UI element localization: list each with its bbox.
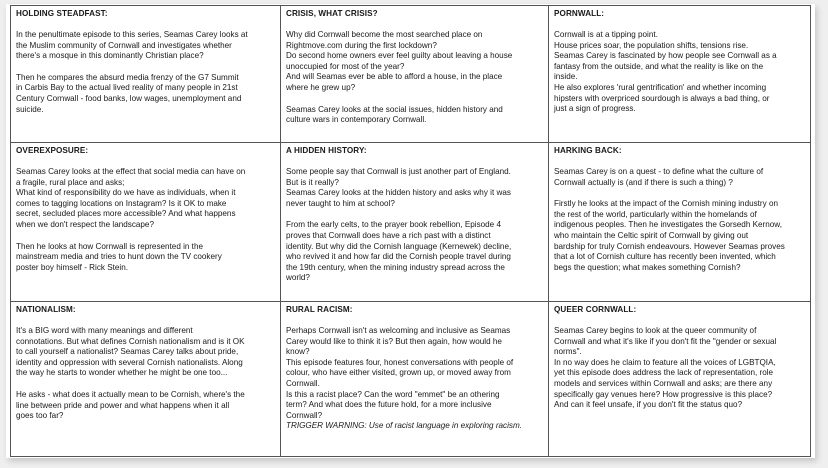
episode-title: HARKING BACK: <box>554 146 622 155</box>
text-line: where he grew up? <box>286 82 356 92</box>
episode-cell-pornwall <box>549 6 811 143</box>
episode-title: CRISIS, WHAT CRISIS? <box>286 9 378 18</box>
text-line: that a lot of Cornish culture has recently been invented, which <box>554 252 776 262</box>
text-line: And can it feel unsafe, if you don't fit the status quo? <box>554 400 743 410</box>
text-line: world? <box>286 273 310 283</box>
episode-paragraph <box>286 220 544 284</box>
text-line: Then he looks at how Cornwall is represented in the <box>16 241 203 251</box>
text-line: connotations. But what defines Cornish nationalism and is it OK <box>16 336 245 346</box>
text-line: identity. But why did the Cornish language (Kernewek) decline, <box>286 241 512 251</box>
text-line: poster boy himself - Rick Stein. <box>16 262 128 272</box>
text-line: Cornwall? <box>286 410 323 420</box>
text-line: never taught to him at school? <box>286 198 395 208</box>
episode-paragraph <box>554 199 806 273</box>
episode-paragraph <box>554 167 806 188</box>
text-line: secret, secluded places more accessible? And what happens <box>16 209 236 219</box>
text-line: In the penultimate episode to this series, Seamas Carey looks at <box>16 30 248 39</box>
text-line: line between pride and power and what happens when it all <box>16 400 230 410</box>
text-line: Seamas Carey begins to look at the queer community of <box>554 326 757 335</box>
text-line: Is this a racist place? Can the word "emmet" be an othering <box>286 389 500 399</box>
text-line: Carey would like to think it is? But then again, how would he <box>286 336 502 346</box>
text-line: proves that Cornwall does have a rich past with a distinct <box>286 230 491 240</box>
episode-cell-a-hidden-history <box>281 143 549 302</box>
text-line: Cornwall is at a tipping point. <box>554 30 658 39</box>
text-line: unoccupied for most of the year? <box>286 61 405 71</box>
episode-cell-overexposure <box>11 143 281 302</box>
text-line: Some people say that Cornwall is just another part of England. <box>286 167 511 176</box>
text-line: Then he compares the absurd media frenzy of the G7 Summit <box>16 72 239 82</box>
text-line: fantasy from the outside, and what the reality is like on the <box>554 61 764 71</box>
text-line: Why did Cornwall become the most searched place on <box>286 30 483 39</box>
text-line: identity and oppression with several Cornish nationalists. Along <box>16 357 243 367</box>
episode-paragraph <box>286 30 544 94</box>
episode-paragraph <box>286 105 544 126</box>
text-line: And will Seamas ever be able to afford a house, in the place <box>286 72 503 82</box>
text-line: hipsters with overpriced sourdough is always a bad thing, or <box>554 93 770 103</box>
text-line: in Carbis Bay to the actual lived reality of many people in 21st <box>16 83 238 93</box>
text-line: Seamas Carey looks at the social issues, hidden history and <box>286 104 503 114</box>
text-line: indigenous peoples. Then he investigates the Gorsedh Kernow, <box>554 220 782 230</box>
text-line: know? <box>286 347 310 357</box>
episode-paragraph <box>16 390 276 422</box>
text-line: Cornwall actually is (and if there is such a thing) ? <box>554 177 733 187</box>
text-line: Seamas Carey is fascinated by how people see Cornwall as a <box>554 51 777 61</box>
text-line: the Muslim community of Cornwall and investigates whether <box>16 40 232 50</box>
text-line: Perhaps Cornwall isn't as welcoming and inclusive as Seamas <box>286 326 511 335</box>
text-line: Seamas Carey looks at the hidden history and asks why it was <box>286 188 511 198</box>
episode-title: RURAL RACISM: <box>286 305 353 314</box>
text-line: But is it really? <box>286 177 339 187</box>
episode-paragraph <box>286 167 544 209</box>
episode-cell-nationalism <box>11 302 281 457</box>
episode-cell-rural-racism <box>281 302 549 457</box>
text-line: bardship for truly Cornish endeavours. However Seamas proves <box>554 241 785 251</box>
episode-title: PORNWALL: <box>554 9 605 18</box>
text-line: yet this episode does address the lack of representation, role <box>554 368 774 378</box>
text-line: just a sign of progress. <box>554 104 636 114</box>
text-line: inside. <box>554 72 578 82</box>
text-line: colour, who have either visited, grown up, or moved away from <box>286 368 511 378</box>
episode-title: HOLDING STEADFAST: <box>16 9 108 18</box>
text-line: mainstream media and tries to hunt down the TV cookery <box>16 252 222 262</box>
episode-paragraph <box>16 326 276 379</box>
text-line: It's a BIG word with many meanings and different <box>16 326 193 335</box>
text-line: Firstly he looks at the impact of the Cornish mining industry on <box>554 199 778 209</box>
text-line: House prices soar, the population shifts, tensions rise. <box>554 40 749 50</box>
episode-paragraph <box>554 326 806 411</box>
text-line: comes to tagging locations on Instagram? Is it OK to make <box>16 198 227 208</box>
episode-paragraph <box>16 73 276 115</box>
episode-cell-harking-back <box>549 143 811 302</box>
text-line: the rest of the world, particularly within the homelands of <box>554 209 757 219</box>
text-line: Cornwall and what it's like if you don't fit the "gender or sexual <box>554 336 777 346</box>
text-line: In no way does he claim to feature all the voices of LGBTQIA, <box>554 357 776 367</box>
text-line: term? And what does the future hold, for a more inclusive <box>286 400 492 410</box>
text-line: He asks - what does it actually mean to be Cornish, where's the <box>16 389 245 399</box>
text-line: This episode features four, honest conversations with people of <box>286 357 514 367</box>
text-line: culture wars in contemporary Cornwall. <box>286 115 427 125</box>
episode-paragraph <box>16 167 276 231</box>
text-line: Seamas Carey looks at the effect that social media can have on <box>16 167 246 176</box>
text-line: Cornwall. <box>286 378 320 388</box>
text-line: goes too far? <box>16 411 64 421</box>
episode-paragraph <box>286 326 544 421</box>
text-line: suicide. <box>16 104 44 114</box>
text-line: a fragile, rural place and asks; <box>16 177 125 187</box>
episode-title: NATIONALISM: <box>16 305 76 314</box>
text-line: Rightmove.com during the first lockdown? <box>286 40 437 50</box>
text-line: who maintain the Celtic spirit of Cornwall by giving out <box>554 230 749 240</box>
trigger-warning: TRIGGER WARNING: Use of racist language in exploring racism. <box>286 421 523 431</box>
text-line: there's a mosque in this dominantly Christian place? <box>16 51 204 61</box>
episode-title: OVEREXPOSURE: <box>16 146 89 155</box>
episode-title: A HIDDEN HISTORY: <box>286 146 367 155</box>
text-line: the way he starts to wonder whether he might be one too... <box>16 368 228 378</box>
text-line: Century Cornwall - food banks, low wages, unemployment and <box>16 93 242 103</box>
episode-paragraph <box>554 30 806 115</box>
text-line: norms". <box>554 347 582 357</box>
text-line: What kind of responsibility do we have as individuals, when it <box>16 188 236 198</box>
episode-title: QUEER CORNWALL: <box>554 305 637 314</box>
episode-paragraph <box>16 242 276 274</box>
text-line: the 19th century, when the mining industry spread across the <box>286 262 505 272</box>
text-line: when we don't respect the landscape? <box>16 219 154 229</box>
episode-sheet <box>6 4 815 458</box>
text-line: who revived it and how far did the Cornish people travel during <box>286 252 511 262</box>
text-line: specifically gay venues here? How progressive is this place? <box>554 389 773 399</box>
text-line: begs the question; what makes something Cornish? <box>554 262 741 272</box>
episode-cell-queer-cornwall <box>549 302 811 457</box>
text-line: From the early celts, to the prayer book rebellion, Episode 4 <box>286 220 501 230</box>
text-line: He also explores 'rural gentrification' and whether incoming <box>554 82 767 92</box>
text-line: models and services within Cornwall and asks; are there any <box>554 378 773 388</box>
episode-cell-holding-steadfast <box>11 6 281 143</box>
episode-cell-crisis-what-crisis <box>281 6 549 143</box>
text-line: Seamas Carey is on a quest - to define what the culture of <box>554 167 764 176</box>
episode-paragraph <box>16 30 276 62</box>
text-line: Do second home owners ever feel guilty about leaving a house <box>286 51 513 61</box>
episode-grid <box>10 5 811 457</box>
text-line: to call yourself a nationalist? Seamas Carey talks about pride, <box>16 347 239 357</box>
